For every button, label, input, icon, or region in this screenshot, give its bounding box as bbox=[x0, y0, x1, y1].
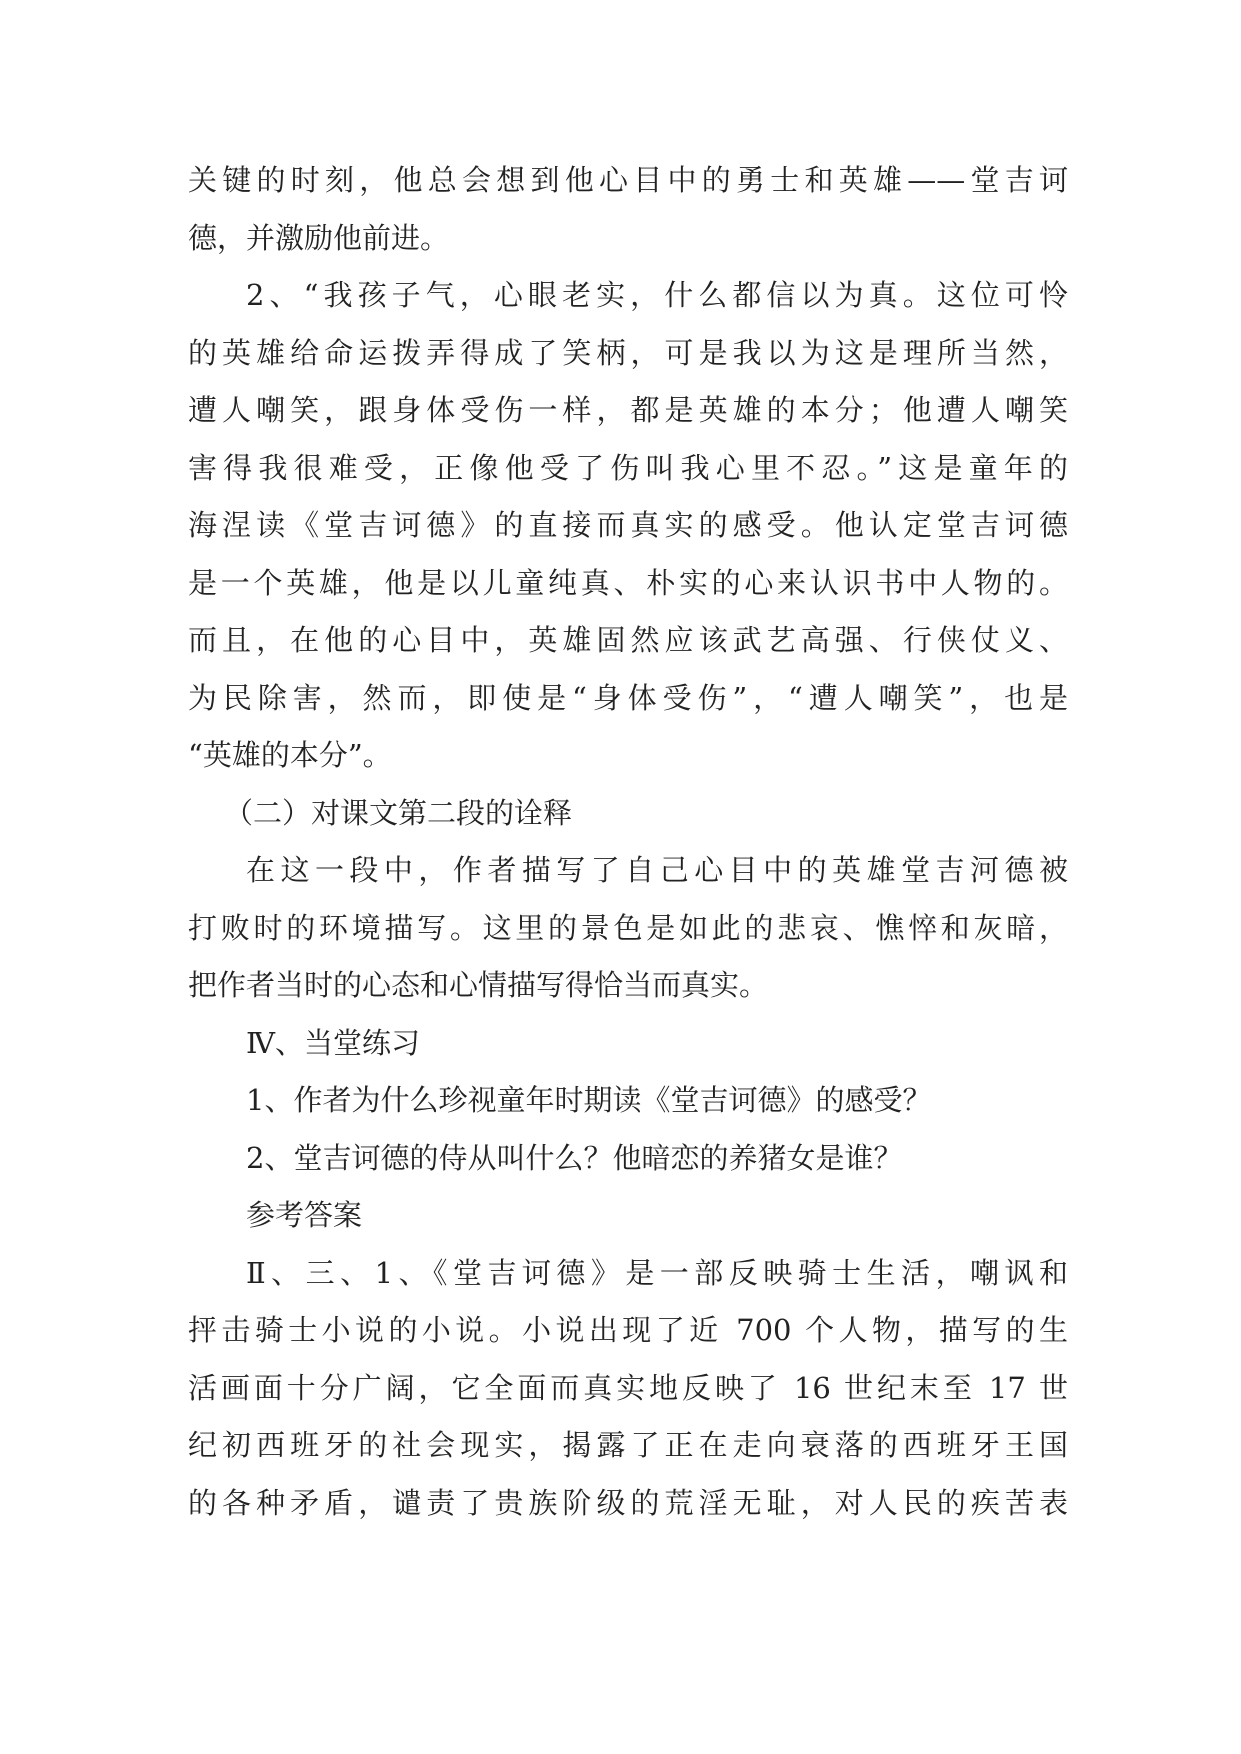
exercise-question: 2、堂吉诃德的侍从叫什么？他暗恋的养猪女是谁？ bbox=[246, 1140, 903, 1175]
text-line: 而且，在他的心目中，英雄固然应该武艺高强、行侠仗义、 bbox=[188, 623, 1068, 657]
text-line: 关键的时刻，他总会想到他心目中的勇士和英雄——堂吉诃 bbox=[188, 163, 1068, 197]
text-line: 为民除害，然而，即使是“身体受伤”，“遭人嘲笑”，也是 bbox=[188, 680, 1068, 715]
text-line: 纪初西班牙的社会现实，揭露了正在走向衰落的西班牙王国 bbox=[188, 1428, 1068, 1462]
section-heading: 参考答案 bbox=[246, 1198, 363, 1232]
exercise-question: 1、作者为什么珍视童年时期读《堂吉诃德》的感受？ bbox=[246, 1083, 932, 1117]
text-line: 害得我很难受，正像他受了伤叫我心里不忍。”这是童年的 bbox=[188, 450, 1068, 485]
text-line: 是一个英雄，他是以儿童纯真、朴实的心来认识书中人物的。 bbox=[188, 565, 1068, 600]
text-line: 2、“我孩子气，心眼老实，什么都信以为真。这位可怜 bbox=[246, 278, 1068, 312]
text-line: 把作者当时的心态和心情描写得恰当而真实。 bbox=[188, 968, 769, 1002]
text-line: 在这一段中，作者描写了自己心目中的英雄堂吉河德被 bbox=[246, 853, 1068, 887]
text-line: 的英雄给命运拨弄得成了笑柄，可是我以为这是理所当然， bbox=[188, 335, 1068, 370]
text-line: “英雄的本分”。 bbox=[188, 738, 392, 772]
text-line: Ⅱ、三、1、《堂吉诃德》是一部反映骑士生活，嘲讽和 bbox=[246, 1255, 1068, 1290]
section-heading: Ⅳ、当堂练习 bbox=[246, 1025, 420, 1060]
text-line: 活画面十分广阔，它全面而真实地反映了 16 世纪末至 17 世 bbox=[188, 1370, 1068, 1405]
text-line: 德，并激励他前进。 bbox=[188, 220, 450, 255]
text-line: 抨击骑士小说的小说。小说出现了近 700 个人物，描写的生 bbox=[188, 1313, 1068, 1347]
text-line: 的各种矛盾，谴责了贵族阶级的荒淫无耻，对人民的疾苦表 bbox=[188, 1485, 1068, 1520]
text-line: 遭人嘲笑，跟身体受伤一样，都是英雄的本分；他遭人嘲笑 bbox=[188, 393, 1068, 427]
section-heading: （二）对课文第二段的诠释 bbox=[224, 795, 573, 830]
text-line: 打败时的环境描写。这里的景色是如此的悲哀、憔悴和灰暗， bbox=[188, 910, 1068, 945]
body-text bbox=[188, 152, 1068, 1532]
text-line: 海涅读《堂吉诃德》的直接而真实的感受。他认定堂吉诃德 bbox=[188, 508, 1068, 542]
